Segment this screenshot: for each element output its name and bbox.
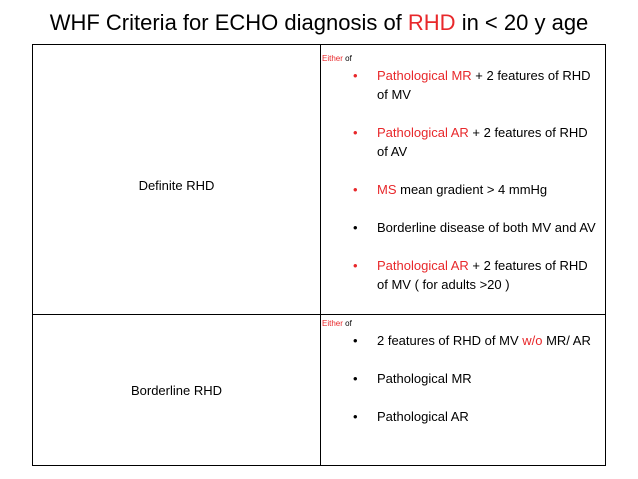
criterion-text: Borderline disease of both MV and AV (377, 220, 596, 235)
title-prefix: WHF Criteria for ECHO diagnosis of (49, 10, 408, 35)
either-suffix: of (342, 319, 352, 328)
page-title (0, 10, 638, 36)
title-suffix: in < 20 y age (455, 10, 589, 35)
list-item (351, 331, 601, 350)
list-item (351, 218, 601, 237)
criterion-highlight: Pathological AR (377, 125, 469, 140)
criterion-text: Pathological MR (377, 371, 472, 386)
criterion-text: + 2 features of RHD of MV (377, 68, 591, 102)
list-item (351, 123, 601, 161)
row-divider (33, 314, 605, 315)
list-item (351, 407, 601, 426)
either-label (322, 54, 352, 63)
criterion-highlight: MS (377, 182, 397, 197)
list-item (351, 369, 601, 388)
criterion-text: MR/ AR (542, 333, 591, 348)
either-word: Either (322, 319, 343, 328)
criterion-highlight: w/o (522, 333, 543, 348)
list-item (351, 66, 601, 104)
list-item (351, 180, 601, 199)
either-word: Either (322, 54, 343, 63)
criterion-text-pre: 2 features of RHD of MV (377, 333, 523, 348)
condition-definite-rhd: Definite RHD (138, 178, 215, 193)
definite-criteria-list (351, 66, 601, 294)
either-label (322, 319, 352, 328)
borderline-criteria-list (351, 331, 601, 426)
condition-borderline-rhd: Borderline RHD (130, 383, 223, 398)
criterion-text: + 2 features of RHD of AV (377, 125, 588, 159)
title-highlight: RHD (407, 10, 456, 35)
list-item (351, 256, 601, 294)
criterion-text: mean gradient > 4 mmHg (396, 182, 548, 197)
criterion-text: Pathological AR (377, 409, 469, 424)
criteria-table (32, 44, 606, 466)
column-divider (320, 45, 321, 465)
criterion-highlight: Pathological MR (377, 68, 472, 83)
criterion-highlight: Pathological AR (377, 258, 469, 273)
either-suffix: of (342, 54, 352, 63)
criterion-text: + 2 features of RHD of MV ( for adults >20 ) (377, 258, 588, 292)
